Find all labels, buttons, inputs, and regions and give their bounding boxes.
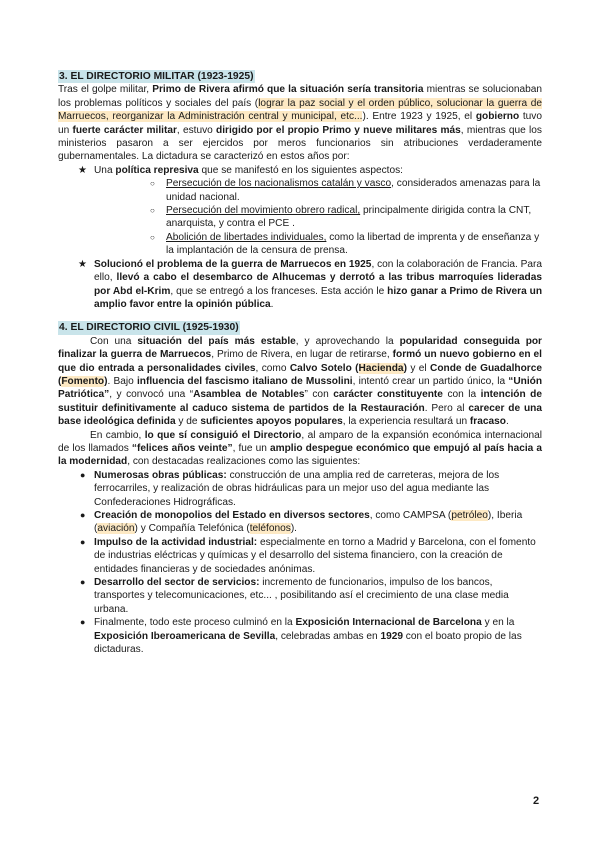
achievements-list [58, 469, 542, 657]
repression-sublist [94, 177, 542, 257]
dot-bullet-icon: ● [80, 536, 86, 547]
list-item: ★ Una política represiva que se manifestó en los siguientes aspectos: ○ Persecución de los nacionalismos catalán y vasco, considerados amenazas para la unidad nacional. ○ Persecución del movimiento obrero radical, principalmente dirigida contra la CNT, anarquista, y contra el PCE . ○ Abolición de libertades individuales, como la libertad de imprenta y de enseñanza y la implantación de la censura de prensa. [78, 164, 541, 257]
section-heading-directorio-militar: 3. EL DIRECTORIO MILITAR (1923-1925) [59, 71, 254, 82]
dot-bullet-icon: ● [80, 469, 86, 480]
list-item: ○ Abolición de libertades individuales, como la libertad de imprenta y de enseñanza y la implantación de la censura de prensa. [150, 231, 540, 257]
list-item: ● Numerosas obras públicas: construcción de una amplia red de carreteras, mejora de los ferrocarriles, y realización de obras hidráulicas para un mejor uso del agua mediante las Confederaciones Hidrográficas. [80, 469, 500, 508]
circle-bullet-icon: ○ [150, 179, 155, 189]
paragraph-civil-government: Con una situación del país más estable, y aprovechando la popularidad conseguida por finalizar la guerra de Marruecos, Primo de Rivera, en lugar de retirarse, formó un nuevo gobierno en el que dio entrada a personalidades civiles, como Calvo Sotelo (Hacienda) y el Conde de Guadalhorce (Fomento). Bajo influencia del fascismo italiano de Mussolini, intentó crear un partido único, la “Unión Patriótica”, y convocó una “Asamblea de Notables” con carácter constituyente con la intención de sustituir definitivamente al caduco sistema de partidos de la Restauración. Pero al carecer de una base ideológica definida y de suficientes apoyos populares, la experiencia resultará un fracaso. [58, 335, 543, 428]
list-item: ● Desarrollo del sector de servicios: incremento de funcionarios, impulso de los bancos, transportes y telecomunicaciones, etc... , posibilitando así el crecimiento de una clase media urbana. [80, 577, 509, 615]
dot-bullet-icon: ● [80, 510, 86, 520]
list-item: ★ Solucionó el problema de la guerra de Marruecos en 1925, con la colaboración de Francia. Para ello, llevó a cabo el desembarco de Alhucemas y derrotó a las tribus marroquíes lideradas por Abd el-Krim, que se entregó a los franceses. Esta acción le hizo ganar a Primo de Rivera un amplio favor entre la opinión pública. [78, 258, 543, 310]
list-item: ○ Persecución del movimiento obrero radical, principalmente dirigida contra la CNT, anarquista, y contra el PCE . [150, 205, 532, 230]
list-item: ● Impulso de la actividad industrial: especialmente en torno a Madrid y Barcelona, con el fomento de industrias eléctricas y químicas y el desarrollo del sistema financiero, con la creación de entidades financieras y de sociedades anónimas. [80, 536, 536, 575]
document-page [58, 70, 542, 656]
star-bullet-icon: ★ [78, 258, 87, 270]
list-item: ● Creación de monopolios del Estado en diversos sectores, como CAMPSA (petróleo), Iberia (aviación) y Compañía Telefónica (teléfonos). [80, 510, 523, 535]
star-bullet-icon: ★ [78, 164, 87, 176]
dot-bullet-icon: ● [80, 577, 86, 588]
list-item: ● Finalmente, todo este proceso culminó en la Exposición Internacional de Barcelona y en la Exposición Iberoamericana de Sevilla, celebradas ambas en 1929 con el boato propio de las dictaduras. [80, 617, 522, 656]
list-item: ○ Persecución de los nacionalismos catalán y vasco, considerados amenazas para la unidad nacional. [150, 178, 541, 203]
section-heading-directorio-civil: 4. EL DIRECTORIO CIVIL (1925-1930) [59, 322, 239, 334]
paragraph-economy: En cambio, lo que sí consiguió el Directorio, al amparo de la expansión económica internacional de los llamados “felices años veinte”, fue un amplio despegue económico que empujó al país hacia a la modernidad, con destacadas realizaciones como las siguientes: [58, 429, 543, 468]
page-number: 2 [533, 795, 540, 807]
paragraph-intro: Tras el golpe militar, Primo de Rivera afirmó que la situación sería transitoria mientras se solucionaban los problemas políticos y sociales del país (lograr la paz social y el orden público, solucionar la guerra de Marruecos, reorganizar la Administración central y municipal, etc...). Entre 1923 y 1925, el gobierno tuvo un fuerte carácter militar, estuvo dirigido por el propio Primo y nueve militares más, mientras que los ministerios pasaron a ser ejercidos por meros funcionarios sin atribuciones verdaderamente gubernamentales. La dictadura se caracterizó en estos años por: [58, 84, 542, 163]
dot-bullet-icon: ● [80, 617, 86, 628]
circle-bullet-icon: ○ [150, 232, 155, 242]
characteristics-list [58, 164, 542, 311]
circle-bullet-icon: ○ [150, 206, 155, 216]
